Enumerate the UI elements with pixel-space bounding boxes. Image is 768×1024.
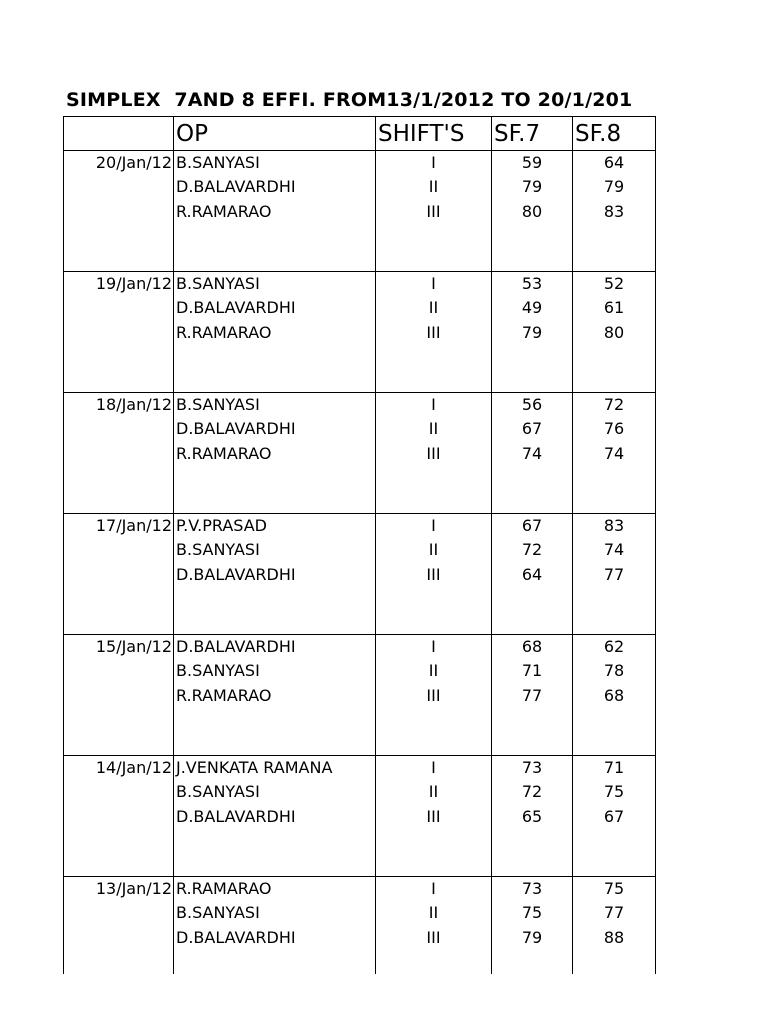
sf7-cell <box>492 756 573 877</box>
operator-name: P.V.PRASAD <box>176 516 267 535</box>
date-value: 15/Jan/12 <box>95 637 172 656</box>
sf8-cell <box>573 272 656 393</box>
shift-value: I <box>431 758 436 777</box>
date-value: 14/Jan/12 <box>95 758 172 777</box>
shift-value: III <box>426 443 441 463</box>
header-shifts: SHIFT'S <box>376 117 492 151</box>
sf8-value: 61 <box>603 298 625 318</box>
sf7-value: 79 <box>521 927 543 947</box>
date-cell <box>64 756 174 877</box>
operator-name: B.SANYASI <box>176 153 260 172</box>
sf8-cell <box>573 393 656 514</box>
sf7-cell <box>492 877 573 975</box>
sf8-value: 72 <box>603 395 625 414</box>
date-value: 19/Jan/12 <box>95 274 172 293</box>
sf8-value: 79 <box>603 177 625 197</box>
sf7-value: 74 <box>521 443 543 463</box>
operator-name: D.BALAVARDHI <box>176 564 296 584</box>
sf8-value: 76 <box>603 419 625 439</box>
sf8-value: 74 <box>603 443 625 463</box>
sf7-value: 68 <box>521 637 543 656</box>
shift-value: I <box>431 516 436 535</box>
sf8-cell <box>573 635 656 756</box>
operator-name: B.SANYASI <box>176 782 260 802</box>
date-group-row <box>64 272 656 393</box>
sf8-value: 75 <box>603 879 625 898</box>
date-group-row <box>64 877 656 975</box>
shift-value: I <box>431 637 436 656</box>
sf7-value: 80 <box>521 201 543 221</box>
sf7-value: 71 <box>521 661 543 681</box>
shift-value: II <box>428 782 439 802</box>
shift-value: III <box>426 564 441 584</box>
sf8-value: 75 <box>603 782 625 802</box>
operator-name: D.BALAVARDHI <box>176 806 296 826</box>
operator-name: B.SANYASI <box>176 661 260 681</box>
operator-cell <box>174 756 376 877</box>
date-cell <box>64 877 174 975</box>
date-cell <box>64 393 174 514</box>
operator-name: D.BALAVARDHI <box>176 177 296 197</box>
operator-name: R.RAMARAO <box>176 443 272 463</box>
operator-cell <box>174 514 376 635</box>
operator-name: J.VENKATA RAMANA <box>176 758 333 777</box>
header-sf7: SF.7 <box>492 117 573 151</box>
sf8-cell <box>573 756 656 877</box>
shift-value: III <box>426 685 441 705</box>
operator-name: R.RAMARAO <box>176 685 272 705</box>
sf7-cell <box>492 514 573 635</box>
sf8-value: 83 <box>603 516 625 535</box>
shift-value: I <box>431 274 436 293</box>
operator-name: B.SANYASI <box>176 903 260 923</box>
sf8-value: 83 <box>603 201 625 221</box>
sf8-value: 74 <box>603 540 625 560</box>
date-value: 17/Jan/12 <box>95 516 172 535</box>
operator-cell <box>174 151 376 272</box>
date-group-row <box>64 151 656 272</box>
shift-cell <box>376 272 492 393</box>
sf7-cell <box>492 635 573 756</box>
date-cell <box>64 151 174 272</box>
shift-value: I <box>431 153 436 172</box>
shift-cell <box>376 151 492 272</box>
sf7-cell <box>492 393 573 514</box>
operator-name: B.SANYASI <box>176 274 260 293</box>
sf8-cell <box>573 151 656 272</box>
sf7-cell <box>492 151 573 272</box>
date-group-row <box>64 756 656 877</box>
date-cell <box>64 514 174 635</box>
shift-value: II <box>428 298 439 318</box>
sf7-value: 77 <box>521 685 543 705</box>
sf8-value: 64 <box>603 153 625 172</box>
date-value: 13/Jan/12 <box>95 879 172 898</box>
shift-value: II <box>428 540 439 560</box>
date-group-row <box>64 635 656 756</box>
operator-name: R.RAMARAO <box>176 201 272 221</box>
date-group-row <box>64 514 656 635</box>
sheet-title: SIMPLEX 7AND 8 EFFI. FROM13/1/2012 TO 20/1/201 <box>66 89 633 111</box>
operator-name: R.RAMARAO <box>176 322 272 342</box>
operator-cell <box>174 877 376 975</box>
shift-value: II <box>428 903 439 923</box>
shift-cell <box>376 756 492 877</box>
operator-name: D.BALAVARDHI <box>176 927 296 947</box>
date-value: 20/Jan/12 <box>95 153 172 172</box>
sf8-value: 67 <box>603 806 625 826</box>
sf7-value: 75 <box>521 903 543 923</box>
sf8-value: 80 <box>603 322 625 342</box>
operator-name: B.SANYASI <box>176 395 260 414</box>
sf7-value: 59 <box>521 153 543 172</box>
operator-name: B.SANYASI <box>176 540 260 560</box>
sf7-value: 67 <box>521 419 543 439</box>
sf8-cell <box>573 514 656 635</box>
sf7-value: 65 <box>521 806 543 826</box>
operator-name: D.BALAVARDHI <box>176 419 296 439</box>
sf8-value: 77 <box>603 903 625 923</box>
sf7-value: 73 <box>521 879 543 898</box>
sf8-value: 88 <box>603 927 625 947</box>
sf7-value: 53 <box>521 274 543 293</box>
shift-cell <box>376 877 492 975</box>
efficiency-table <box>63 116 656 974</box>
sf7-value: 56 <box>521 395 543 414</box>
sf8-value: 52 <box>603 274 625 293</box>
operator-name: D.BALAVARDHI <box>176 637 296 656</box>
sf7-value: 72 <box>521 782 543 802</box>
header-row <box>64 117 656 151</box>
header-op: OP <box>174 117 376 151</box>
date-cell <box>64 272 174 393</box>
sf7-cell <box>492 272 573 393</box>
date-value: 18/Jan/12 <box>95 395 172 414</box>
shift-cell <box>376 635 492 756</box>
shift-value: II <box>428 419 439 439</box>
operator-name: D.BALAVARDHI <box>176 298 296 318</box>
sf8-cell <box>573 877 656 975</box>
date-group-row <box>64 393 656 514</box>
shift-value: III <box>426 927 441 947</box>
operator-cell <box>174 393 376 514</box>
header-sf8: SF.8 <box>573 117 656 151</box>
shift-value: III <box>426 201 441 221</box>
sf7-value: 67 <box>521 516 543 535</box>
sf8-value: 71 <box>603 758 625 777</box>
shift-value: III <box>426 322 441 342</box>
sf8-value: 68 <box>603 685 625 705</box>
sf7-value: 73 <box>521 758 543 777</box>
sf7-value: 72 <box>521 540 543 560</box>
shift-value: III <box>426 806 441 826</box>
header-date <box>64 117 174 151</box>
sf8-value: 77 <box>603 564 625 584</box>
shift-value: II <box>428 177 439 197</box>
sf7-value: 64 <box>521 564 543 584</box>
shift-value: I <box>431 395 436 414</box>
sf8-value: 78 <box>603 661 625 681</box>
shift-cell <box>376 514 492 635</box>
date-cell <box>64 635 174 756</box>
shift-cell <box>376 393 492 514</box>
sf8-value: 62 <box>603 637 625 656</box>
sf7-value: 79 <box>521 322 543 342</box>
shift-value: I <box>431 879 436 898</box>
operator-cell <box>174 272 376 393</box>
operator-cell <box>174 635 376 756</box>
sf7-value: 79 <box>521 177 543 197</box>
sf7-value: 49 <box>521 298 543 318</box>
operator-name: R.RAMARAO <box>176 879 272 898</box>
shift-value: II <box>428 661 439 681</box>
